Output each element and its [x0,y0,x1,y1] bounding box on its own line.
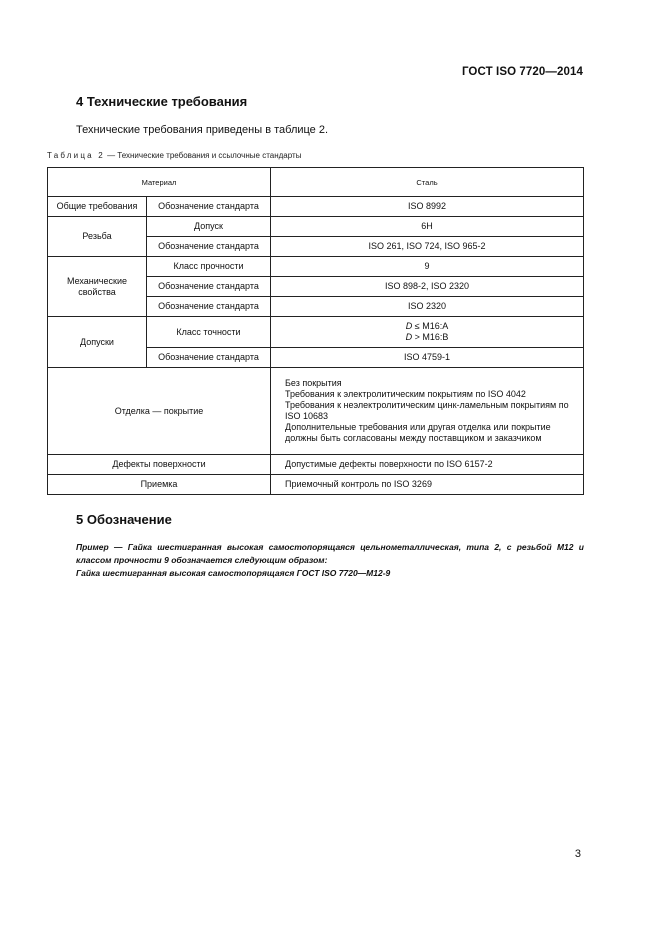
surface-defects-label: Дефекты поверхности [48,455,271,475]
finish-line: Без покрытия [285,378,342,388]
thread-label: Резьба [48,217,147,257]
accuracy-class-label: Класс точности [147,317,271,348]
table-row [48,217,584,237]
std-designation-label: Обозначение стандарта [147,237,271,257]
table-header-row [48,168,584,197]
accuracy-rest-1: ≤ M16:A [412,321,449,331]
accuracy-var-1: D [405,321,413,331]
table-row [48,197,584,217]
section-4-title: 4 Технические требования [76,94,248,109]
section-5-title: 5 Обозначение [76,512,172,527]
tolerances-label: Допуски [48,317,147,368]
header-material: Материал [48,168,271,197]
table-row [48,475,584,495]
accuracy-rest-2: > M16:B [412,332,449,342]
mechanical-label: Механические свойства [48,257,147,317]
requirements-table [47,167,584,495]
section-4-intro: Технические требования приведены в таблице 2. [76,124,329,136]
table-caption-label: Таблица 2 [47,151,105,160]
example-line-2: Гайка шестигранная высокая самостопорящаяся ГОСТ ISO 7720—М12-9 [76,568,391,578]
finish-value [271,368,584,455]
finish-line: Требования к электролитическим покрытиям по ISO 4042 [285,389,526,399]
finish-line: Дополнительные требования или другая отделка или покрытие должны быть согласованы между поставщиком и заказчиком [285,422,551,443]
accuracy-class-value [271,317,584,348]
thread-tolerance-value: 6H [271,217,584,237]
std-designation-label: Обозначение стандарта [147,297,271,317]
accuracy-line-2 [275,332,579,343]
strength-class-label: Класс прочности [147,257,271,277]
header-steel: Сталь [271,168,584,197]
table-row [48,455,584,475]
finish-label: Отделка — покрытие [48,368,271,455]
thread-std-value: ISO 261, ISO 724, ISO 965-2 [271,237,584,257]
general-req-label: Общие требования [48,197,147,217]
accuracy-var-2: D [405,332,413,342]
table-row [48,368,584,455]
std-designation-label: Обозначение стандарта [147,348,271,368]
strength-class-value: 9 [271,257,584,277]
surface-defects-value: Допустимые дефекты поверхности по ISO 6157-2 [271,455,584,475]
tolerance-std-value: ISO 4759-1 [271,348,584,368]
accuracy-line-1 [275,321,579,332]
page-number: 3 [574,848,581,860]
mech-std-value-2: ISO 2320 [271,297,584,317]
std-designation-label: Обозначение стандарта [147,277,271,297]
std-designation-label: Обозначение стандарта [147,197,271,217]
table-row [48,317,584,348]
example-line-1: Пример — Гайка шестигранная высокая самостопорящаяся цельнометаллическая, типа 2, с резьбой М12 и классом прочности 9 обозначается следующим образом: [76,542,584,565]
table-caption [47,151,301,160]
mech-std-value-1: ISO 898-2, ISO 2320 [271,277,584,297]
document-code: ГОСТ ISO 7720—2014 [461,66,583,78]
designation-example [76,541,584,580]
tolerance-label: Допуск [147,217,271,237]
acceptance-label: Приемка [48,475,271,495]
table-row [48,257,584,277]
acceptance-value: Приемочный контроль по ISO 3269 [271,475,584,495]
general-req-value: ISO 8992 [271,197,584,217]
table-caption-text: — Технические требования и ссылочные стандарты [107,151,302,160]
finish-line: Требования к неэлектролитическим цинк-ламельным покрытиям по ISO 10683 [285,400,569,421]
